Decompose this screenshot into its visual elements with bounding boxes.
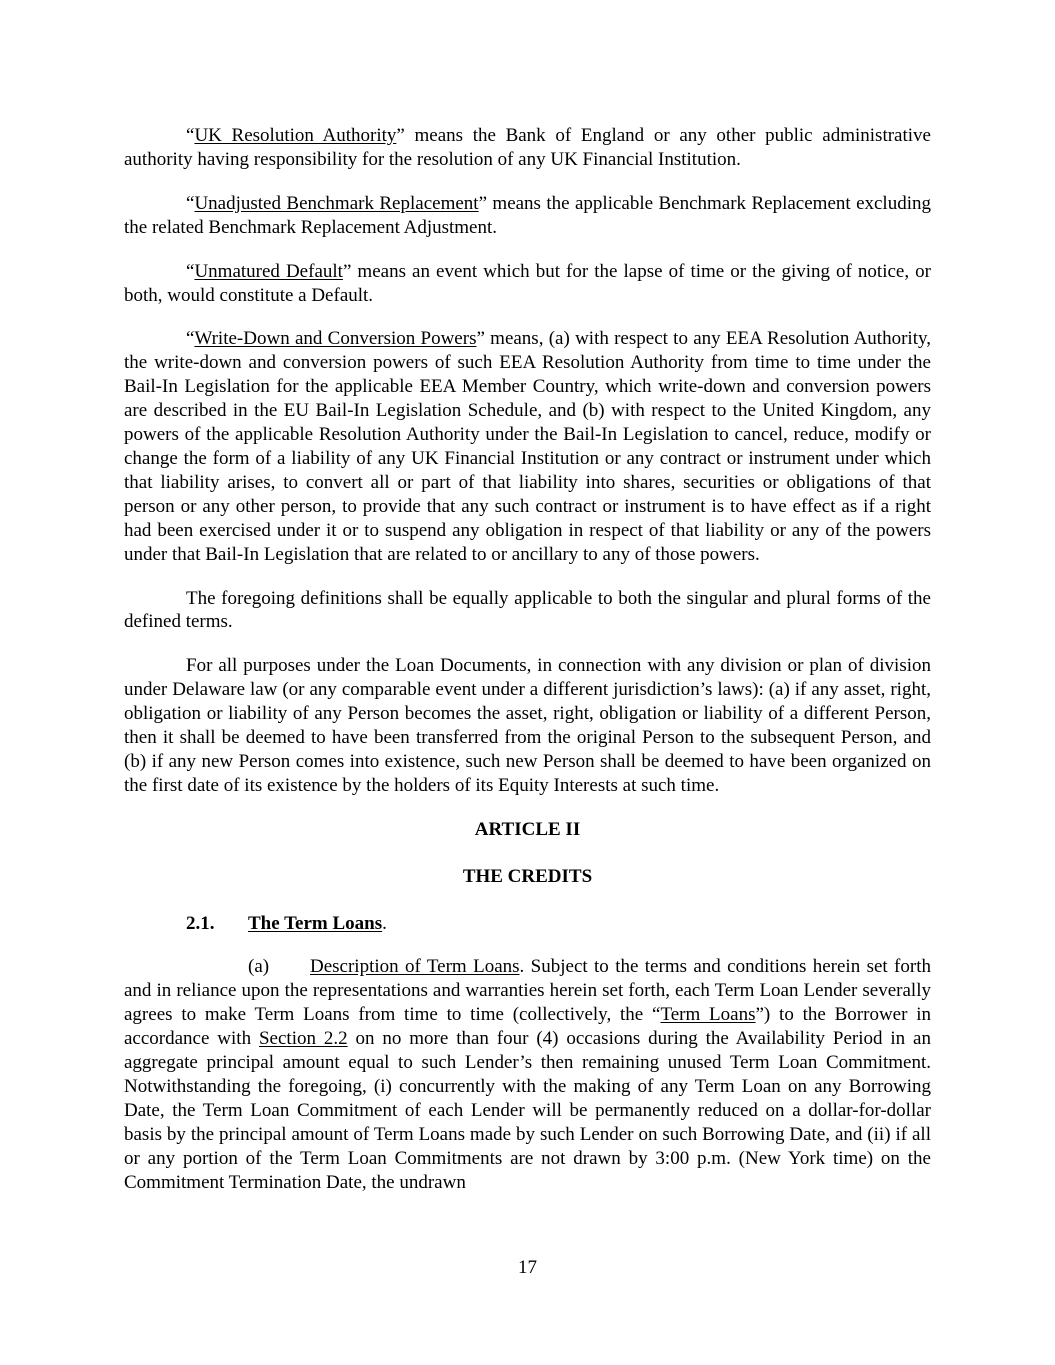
article-title: THE CREDITS [462, 865, 593, 887]
close-quote: ” [478, 192, 487, 214]
section-heading [124, 912, 931, 936]
document-page [124, 124, 931, 1215]
section-title: The Term Loans [248, 912, 383, 934]
open-quote: “ [186, 125, 195, 146]
definition-text: means the applicable Benchmark Replacement excluding the related Benchmark Replacement Adjustment. [124, 192, 931, 238]
section-reference-link: Section 2.2 [258, 1028, 348, 1050]
definition-unadjusted-benchmark-replacement [124, 192, 931, 240]
section-number: 2.1. [186, 912, 215, 934]
definition-uk-resolution-authority [124, 124, 931, 172]
defined-term: Unmatured Default [194, 260, 343, 282]
subsection-title: Description of Term Loans [310, 956, 520, 978]
close-quote: ” [476, 328, 485, 350]
close-quote: ” [342, 260, 352, 282]
paragraph-division: For all purposes under the Loan Documents, in connection with any division or plan of division under Delaware law (or any comparable event under a different jurisdiction’s laws): (a) if any asset, right, obligation or liability of any Person becomes the asset, right, obligation or liability of a different Person, then it shall be deemed to have been transferred from the original Person to the subsequent Person, and (b) if any new Person comes into existence, such new Person shall be deemed to have been organized on the first date of its existence by the holders of its Equity Interests at such time. [124, 655, 931, 796]
article-number: ARTICLE II [474, 818, 581, 840]
subsection-a [124, 955, 931, 1194]
definition-text: means an event which but for the lapse of time or the giving of notice, or both, would constitute a Default. [124, 260, 931, 306]
section-period: . [382, 912, 387, 934]
defined-term: Write-Down and Conversion Powers [194, 328, 477, 350]
subsection-text-3: on no more than four (4) occasions during the Availability Period in an aggregate principal amount equal to such Lender’s then remaining unused Term Loan Commitment. Notwithstanding the foregoing, (i) concurrently with the making of any Term Loan on any Borrowing Date, the Term Loan Commitment of each Lender will be permanently reduced on a dollar-for-dollar basis by the principal amount of Term Loans made by such Lender on such Borrowing Date, and (ii) if all or any portion of the Term Loan Commitments are not drawn by 3:00 p.m. (New York time) on the Commitment Termination Date, the undrawn [124, 1028, 931, 1193]
subsection-text-1: . Subject to the terms and conditions herein set forth and in reliance upon the representations and warranties herein set forth, each Term Loan Lender severally agrees to make Term Loans from time to time (collectively, the “ [124, 956, 931, 1026]
defined-term: Unadjusted Benchmark Replacement [194, 192, 479, 214]
defined-term: Term Loans [660, 1004, 756, 1026]
defined-term: UK Resolution Authority [194, 125, 397, 146]
definition-unmatured-default [124, 260, 931, 308]
definition-text: means, (a) with respect to any EEA Resolution Authority, the write-down and conversion powers of such EEA Resolution Authority from time to time under the Bail-In Legislation for the applicable EEA Member Country, which write-down and conversion powers are described in the EU Bail-In Legislation Schedule, and (b) with respect to the United Kingdom, any powers of the applicable Resolution Authority under the Bail-In Legislation to cancel, reduce, modify or change the form of a liability of any UK Financial Institution or any contract or instrument under which that liability arises, to convert all or part of that liability into shares, securities or obligations of that person or any other person, to provide that any such contract or instrument is to have effect as if a right had been exercised under it or to suspend any obligation in respect of that liability or any of the powers under that Bail-In Legislation that are related to or ancillary to any of those powers. [124, 328, 931, 565]
definition-text: means the Bank of England or any other public administrative authority having responsibility for the resolution of any UK Financial Institution. [124, 125, 931, 170]
definition-write-down-and-conversion-powers [124, 327, 931, 566]
open-quote: “ [186, 328, 195, 350]
subsection-letter: (a) [248, 956, 270, 978]
open-quote: “ [186, 192, 195, 214]
subsection-text-2: ”) to the Borrower in accordance with [124, 1004, 931, 1050]
page-number: 17 [518, 1257, 537, 1278]
close-quote: ” [396, 125, 405, 146]
open-quote: “ [186, 260, 195, 282]
paragraph-foregoing-definitions: The foregoing definitions shall be equally applicable to both the singular and plural forms of the defined terms. [124, 587, 931, 633]
